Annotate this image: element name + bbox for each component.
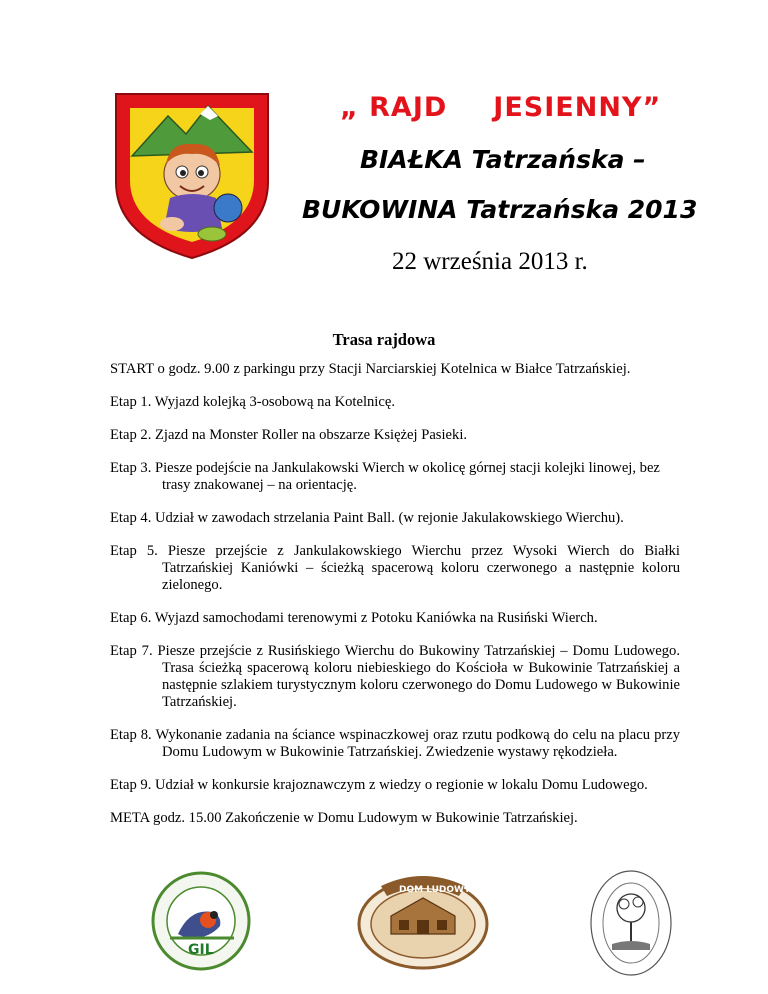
event-date: 22 września 2013 r.: [392, 248, 588, 275]
stage-4: Etap 4. Udział w zawodach strzelania Paint Ball. (w rejonie Jakulakowskiego Wierchu).: [110, 510, 624, 526]
stage-7: Etap 7. Piesze przejście z Rusińskiego Wierchu do Bukowiny Tatrzańskiej – Domu Ludowego. Trasa ścieżką spacerową koloru niebieskiego do Kościoła w Bukowinie Tatrzańskiej a następnie szlakiem turystycznym koloru czerwonego do Domu Ludowego w Bukowinie Tatrzańskiej.: [110, 643, 680, 710]
route-description: [110, 361, 680, 843]
stage-2: Etap 2. Zjazd na Monster Roller na obszarze Księżej Pasieki.: [110, 427, 468, 443]
towarzystwo-logo: [588, 868, 674, 978]
dom-ludowy-logo: [355, 872, 491, 972]
section-heading: Trasa rajdowa: [332, 330, 436, 349]
finish-paragraph: META godz. 15.00 Zakończenie w Domu Ludowym w Bukowinie Tatrzańskiej.: [110, 810, 578, 826]
gil-logo-mark: GIL: [188, 942, 214, 958]
stage-8: Etap 8. Wykonanie zadania na ściance wspinaczkowej oraz rzutu podkową do celu na placu przy Domu Ludowym w Bukowinie Tatrzańskiej. Zwiedzenie wystawy rękodzieła.: [110, 727, 680, 760]
stage-3: Etap 3. Piesze podejście na Jankulakowski Wierch w okolicę górnej stacji kolejki linowej, bez trasy znakowanej – na orientację.: [110, 460, 660, 493]
stage-6: Etap 6. Wyjazd samochodami terenowymi z Potoku Kaniówka na Rusiński Wierch.: [110, 610, 598, 626]
start-paragraph: START o godz. 9.00 z parkingu przy Stacji Narciarskiej Kotelnica w Białce Tatrzańskiej.: [110, 361, 631, 377]
location-line-2: BUKOWINA Tatrzańska 2013: [302, 195, 698, 224]
rally-title-word-2: JESIENNY”: [493, 92, 662, 123]
sponsor-logos: [0, 868, 768, 988]
stage-5: Etap 5. Piesze przejście z Jankulakowskiego Wierchu przez Wysoki Wierch do Białki Tatrzańskiej Kaniówki – ścieżką spacerową koloru czerwonego a następnie koloru zielonego.: [110, 543, 680, 593]
stage-1: Etap 1. Wyjazd kolejką 3-osobową na Kotelnicę.: [110, 394, 395, 410]
rally-title: [340, 92, 661, 123]
rally-crest-logo: [108, 86, 276, 262]
rally-title-word-1: „ RAJD: [340, 92, 448, 123]
stage-9: Etap 9. Udział w konkursie krajoznawczym z wiedzy o regionie w lokalu Domu Ludowego.: [110, 777, 648, 793]
gil-logo: [150, 868, 252, 974]
location-line-1: BIAŁKA Tatrzańska –: [360, 145, 646, 174]
dom-ludowy-label: DOM LUDOWY: [399, 885, 471, 895]
